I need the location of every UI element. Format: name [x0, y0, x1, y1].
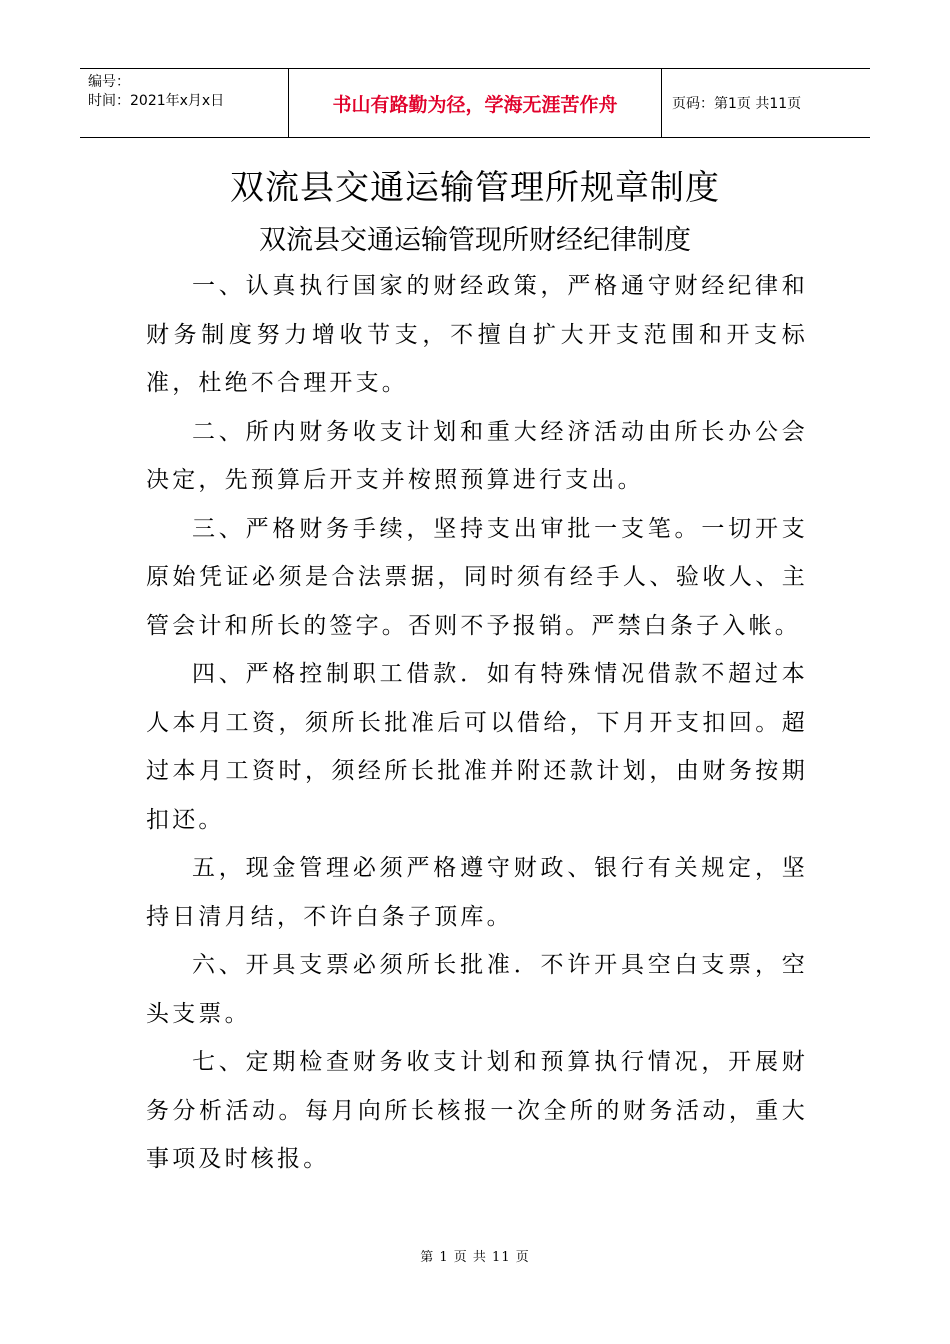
paragraph-3: 三、严格财务手续，坚持支出审批一支笔。一切开支原始凭证必须是合法票据，同时须有经手人、验收人、主管会计和所长的签字。否则不予报销。严禁白条子入帐。	[146, 515, 808, 639]
paragraph-4: 四、严格控制职工借款．如有特殊情况借款不超过本人本月工资，须所长批准后可以借给，下月开支扣回。超过本月工资时，须经所长批准并附还款计划，由财务按期扣还。	[146, 661, 808, 833]
header-motto	[289, 69, 662, 137]
page-info-text: 页码：第1页 共11页	[672, 96, 802, 112]
serial-number-label: 编号：	[88, 74, 130, 90]
page-header	[80, 68, 870, 138]
motto-text: 书山有路勤为径，学海无涯苦作舟	[332, 93, 618, 116]
document-body	[146, 262, 808, 1184]
paragraph-5: 五，现金管理必须严格遵守财政、银行有关规定，坚持日清月结，不许白条子顶库。	[146, 855, 808, 930]
paragraph-1: 一、认真执行国家的财经政策，严格通守财经纪律和财务制度努力增收节支，不擅自扩大开支范围和开支标准，杜绝不合理开支。	[146, 273, 808, 396]
header-page-info	[662, 69, 870, 137]
paragraph-6: 六、开具支票必须所长批准．不许开具空白支票，空头支票。	[146, 952, 808, 1027]
document-subtitle: 双流县交通运输管现所财经纪律制度	[259, 225, 691, 256]
document-title: 双流县交通运输管理所规章制度	[230, 168, 720, 208]
header-meta	[80, 69, 289, 137]
paragraph-7: 七、定期检查财务收支计划和预算执行情况，开展财务分析活动。每月向所长核报一次全所的财务活动，重大事项及时核报。	[146, 1049, 808, 1172]
page-footer: 第 1 页 共 11 页	[420, 1250, 530, 1265]
paragraph-2: 二、所内财务收支计划和重大经济活动由所长办公会决定，先预算后开支并桉照预算进行支出。	[146, 418, 808, 493]
date-label: 时间：2021年x月x日	[88, 93, 225, 109]
